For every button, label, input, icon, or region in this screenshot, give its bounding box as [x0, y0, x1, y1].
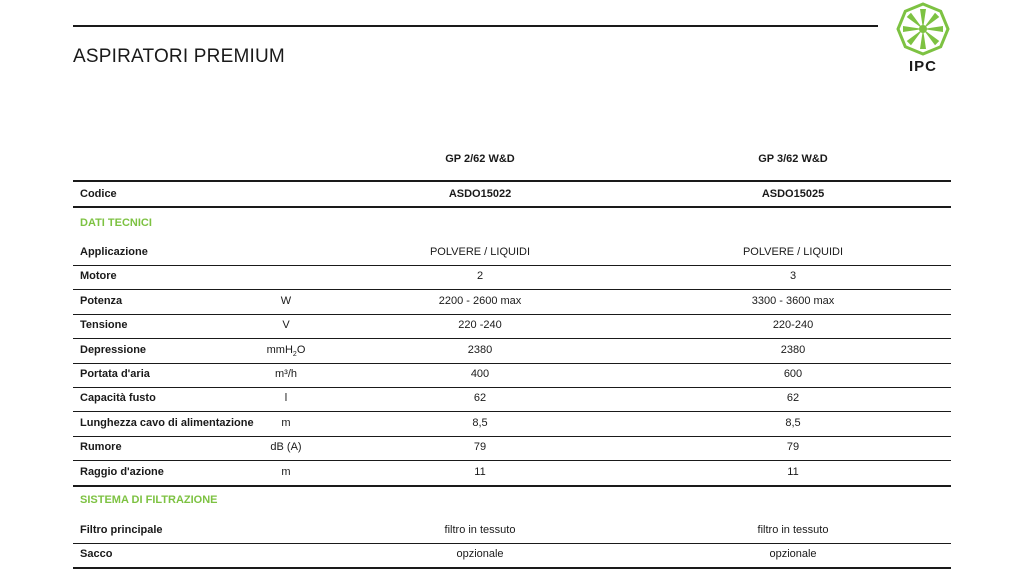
ipc-flower-icon [894, 0, 952, 58]
unit-subscript: 2 [292, 350, 297, 358]
table-row [73, 313, 951, 337]
table-row [73, 435, 951, 459]
value-col-2: 600 [783, 368, 803, 380]
value-col-2: 62 [786, 392, 800, 405]
table-row [73, 460, 951, 484]
value-col-2: POLVERE / LIQUIDI [742, 246, 844, 258]
value-col-1: 62 [473, 392, 487, 405]
value-col-1: 400 [470, 368, 490, 380]
value-col-2: 3 [789, 270, 797, 283]
table-row [73, 362, 951, 386]
value-col-1: 79 [473, 441, 487, 454]
table-row [73, 518, 951, 542]
value-col-1: opzionale [456, 548, 504, 561]
row-label: Applicazione [80, 246, 148, 258]
value-col-1: 2200 - 2600 max [438, 294, 522, 307]
row-unit: m [281, 416, 291, 429]
unit-main: mmH [266, 343, 293, 356]
row-unit: m³/h [275, 368, 297, 380]
row-label: Potenza [80, 294, 123, 307]
row-unit: dB (A) [270, 441, 302, 454]
row-label: Lunghezza cavo di alimentazione [80, 416, 254, 429]
value-col-1: 2380 [467, 343, 493, 356]
table-row [73, 338, 951, 362]
top-rule [73, 25, 878, 27]
table-row [73, 386, 951, 410]
value-col-2: filtro in tessuto [757, 524, 829, 536]
ipc-logo [894, 0, 952, 80]
code-row [73, 182, 951, 206]
page-title: ASPIRATORI PREMIUM [73, 46, 285, 67]
column-header-1: GP 2/62 W&D [445, 153, 515, 165]
row-divider [73, 567, 951, 569]
row-unit: V [282, 319, 290, 332]
value-col-2: 11 [787, 465, 799, 478]
value-col-1: 11 [474, 465, 486, 478]
row-label: Rumore [80, 441, 122, 454]
section-rule [73, 206, 951, 208]
logo-text: IPC [908, 58, 937, 75]
value-col-1: 8,5 [472, 416, 488, 429]
row-label: Codice [80, 188, 117, 200]
row-label: Portata d'aria [80, 368, 150, 380]
value-col-1: 2 [476, 270, 484, 283]
unit-tail: O [296, 343, 306, 356]
section-title-technical: DATI TECNICI [80, 217, 152, 229]
row-divider [73, 485, 951, 487]
value-col-2: opzionale [769, 548, 817, 561]
row-unit: m [281, 465, 291, 478]
table-row [73, 240, 951, 264]
row-label: Capacità fusto [80, 392, 156, 405]
row-unit: l [284, 392, 288, 405]
value-col-1: POLVERE / LIQUIDI [429, 246, 531, 258]
value-col-1: filtro in tessuto [444, 524, 516, 536]
value-col-2: 220-240 [772, 319, 814, 332]
row-label: Motore [80, 270, 117, 283]
value-col-2: 79 [786, 441, 800, 454]
value-col-1: 220 -240 [458, 319, 502, 332]
row-label: Sacco [80, 548, 113, 561]
value-col-2: 2380 [780, 343, 806, 356]
code-value-1: ASDO15022 [448, 188, 512, 200]
row-label: Tensione [80, 319, 128, 332]
value-col-2: 8,5 [785, 416, 801, 429]
table-row [73, 411, 951, 435]
row-label: Filtro principale [80, 524, 163, 536]
table-row [73, 542, 951, 566]
code-value-2: ASDO15025 [761, 188, 825, 200]
column-header-2: GP 3/62 W&D [758, 153, 828, 165]
table-row [73, 289, 951, 313]
section-title-filtration: SISTEMA DI FILTRAZIONE [80, 494, 218, 506]
row-label: Depressione [80, 343, 147, 356]
row-unit: W [280, 294, 292, 307]
row-label: Raggio d'azione [80, 465, 164, 478]
table-row [73, 264, 951, 288]
value-col-2: 3300 - 3600 max [751, 294, 835, 307]
